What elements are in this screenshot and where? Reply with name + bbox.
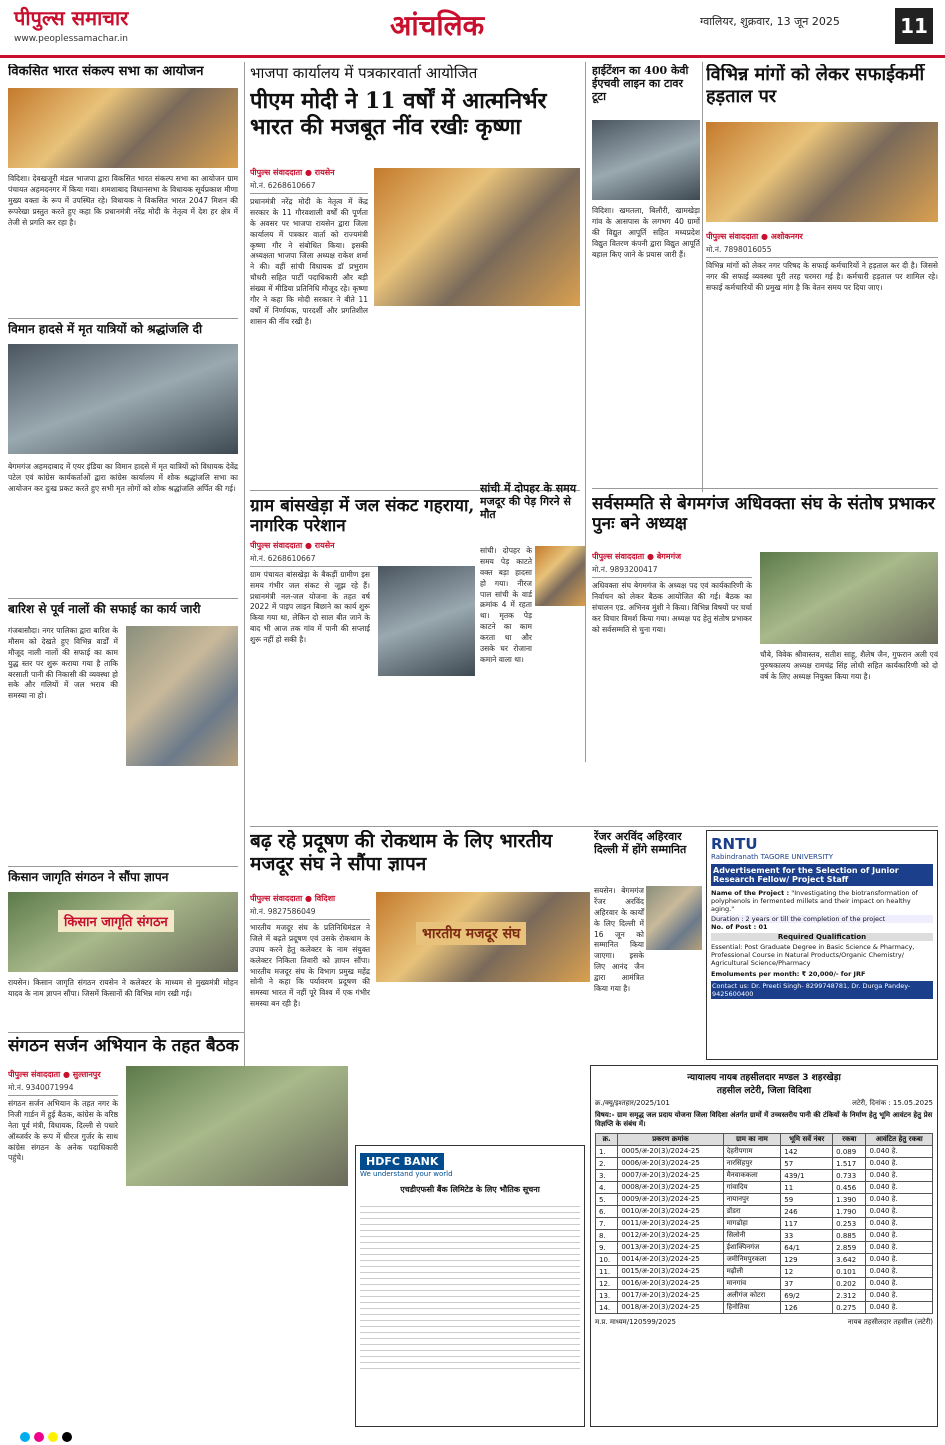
table-cell: 37 [781, 1278, 833, 1290]
story-body: भारतीय मजदूर संघ के प्रतिनिधिमंडल ने जिले में बढ़ते प्रदूषण एवं उसके रोकथाम के उपाय करने हेतु कलेक्टर के नाम संयुक्त कलेक्टर निकिता तिवारी को ज्ञापन सौंपा। भारतीय मजदूर संघ के विभाग प्रमुख महेंद्र सोनी ने कहा कि पर्यावरण प्रदूषण की समस्या भारत में नहीं पूरे विश्व में एक गंभीर समस्या बन रही है। [250, 923, 370, 1009]
story-baanskheda [250, 496, 475, 826]
notice-title: न्यायालय नायब तहसीलदार मण्डल 3 शहरखेड़ा [687, 1073, 841, 1083]
mobile-number: मो.नं. 9893200417 [592, 565, 752, 578]
divider [8, 598, 238, 599]
notice-date: लटेरी, दिनांक : 15.05.2025 [852, 1099, 933, 1107]
story-body: सयसेन। बेगमगंज रेंजर अरविंद अहिरवार के कार्यों के लिए दिल्ली में 16 जून को सम्मानित किया जाएगा। इसके लिए आनंद जैन द्वारा आमंत्रित किया गया है। [594, 886, 644, 993]
rntu-logo: RNTU [711, 835, 758, 853]
table-header-cell: क्र. [596, 1134, 618, 1146]
table-cell: 0.040 हे. [866, 1194, 933, 1206]
mobile-number: मो.नं. 9340071994 [8, 1083, 118, 1096]
table-cell: 0015/अ-20(3)/2024-25 [618, 1266, 723, 1278]
portrait-photo [646, 886, 702, 950]
news-photo [374, 168, 580, 306]
byline: पीपुल्स संवाददाता ● सुल्तानपुर [8, 1070, 101, 1079]
allotment-table [595, 1133, 933, 1314]
column-divider [244, 62, 245, 1142]
table-cell: 2.312 [833, 1290, 866, 1302]
table-cell: 64/1 [781, 1242, 833, 1254]
story-body: विदिशा। खमतला, बिलौरी, खामखेड़ा गांव के आसपास के लगभग 40 ग्रामों की विद्युत आपूर्ति सहित मध्यप्रदेश विद्युत वितरण कंपनी द्वारा विद्युत आपूर्ति बहाल किए जाने के प्रयास जारी हैं। [592, 206, 700, 259]
story-sankalp [8, 64, 238, 314]
story-body: रायसेन। किसान जागृति संगठन रायसेन ने कलेक्टर के माध्यम से मुख्यमंत्री मोहन यादव के नाम ज्ञापन सौंपा। जिसमें किसानों की विभिन्न मांग रखी गई। [8, 978, 238, 998]
table-header-cell: भूमि सर्वे नंबर [781, 1134, 833, 1146]
table-cell: मानगांव [723, 1278, 781, 1290]
table-cell: ईशाक्पिनगंज [723, 1242, 781, 1254]
table-cell: 0014/अ-20(3)/2024-25 [618, 1254, 723, 1266]
table-row [596, 1146, 933, 1158]
news-photo [8, 892, 238, 972]
project-name: "Investigating the biotransformation of polyphenols in fermented millets and their impact on healthy aging." [711, 889, 918, 913]
table-cell: 0.885 [833, 1230, 866, 1242]
table-cell: 0009/अ-20(3)/2024-25 [618, 1194, 723, 1206]
table-cell: 4. [596, 1182, 618, 1194]
table-row [596, 1242, 933, 1254]
news-photo [378, 566, 475, 676]
registration-mark [62, 1432, 72, 1442]
story-vimaan [8, 322, 238, 594]
news-photo [706, 122, 938, 222]
table-cell: 57 [781, 1158, 833, 1170]
news-photo [760, 552, 938, 644]
footer-signatory: नायब तहसीलदार तहसील (लटेरी) [847, 1318, 933, 1326]
table-cell: 13. [596, 1290, 618, 1302]
registration-mark [34, 1432, 44, 1442]
hdfc-advertisement [355, 1145, 585, 1427]
divider [8, 866, 238, 867]
news-photo [376, 892, 590, 982]
table-cell: 0.040 हे. [866, 1170, 933, 1182]
table-cell: 5. [596, 1194, 618, 1206]
table-cell: अलीगंज कोटरा [723, 1290, 781, 1302]
divider [8, 1032, 244, 1033]
headline: हाईटेंशन का 400 केवी ईएचवी लाइन का टावर टूटा [592, 64, 689, 104]
table-cell: 2.859 [833, 1242, 866, 1254]
table-row [596, 1302, 933, 1314]
story-body: बेगमगंज अहमदाबाद में एयर इंडिया का विमान हादसे में मृत यात्रियों को विधायक देवेंद्र पटेल एवं कांग्रेस कार्यकर्ताओं द्वारा कांग्रेस कार्यालय में शोक श्रद्धांजलि सभा का आयोजन कर दुःख प्रकट करते हुए सभी मृत लोगों को शोक श्रद्धांजलि अर्पित की गई। [8, 462, 238, 493]
table-cell: 0013/अ-20(3)/2024-25 [618, 1242, 723, 1254]
table-cell: 0006/अ-20(3)/2024-25 [618, 1158, 723, 1170]
table-header-row [596, 1134, 933, 1146]
table-row [596, 1170, 933, 1182]
kicker: भाजपा कार्यालय में पत्रकारवार्ता आयोजित [250, 64, 478, 82]
table-cell: 11 [781, 1182, 833, 1194]
headline: संगठन सर्जन अभियान के तहत बैठक [8, 1036, 239, 1056]
news-photo [126, 1066, 348, 1186]
table-cell: 0010/अ-20(3)/2024-25 [618, 1206, 723, 1218]
story-adhivakta [592, 494, 938, 764]
table-cell: 0016/अ-20(3)/2024-25 [618, 1278, 723, 1290]
story-body-continued: चौबे, विवेक श्रीवास्तव, सतीश साहू, शैलेष जैन, गुफरान अली एवं पुरुषकालय अध्यक्ष रामचंद्र सिंह लोधी सहित कार्यकारिणी को दो वर्ष के लिए अध्यक्ष नियुक्त किया गया है। [760, 650, 938, 681]
table-header-cell: प्रकरण क्रमांक [618, 1134, 723, 1146]
news-photo [8, 344, 238, 454]
byline: पीपुल्स संवाददाता ● विदिशा [250, 894, 336, 903]
table-cell: 0.040 हे. [866, 1182, 933, 1194]
headline: किसान जागृति संगठन ने सौंपा ज्ञापन [8, 870, 169, 884]
table-cell: 0.040 हे. [866, 1146, 933, 1158]
website-url[interactable]: www.peoplessamachar.in [14, 34, 128, 44]
table-cell: 12 [781, 1266, 833, 1278]
table-cell: 0011/अ-20(3)/2024-25 [618, 1218, 723, 1230]
university-name: Rabindranath TAGORE UNIVERSITY [711, 853, 833, 861]
table-cell: 0.040 हे. [866, 1278, 933, 1290]
table-cell: जमीनिमपुरकला [723, 1254, 781, 1266]
table-cell: 9. [596, 1242, 618, 1254]
table-cell: मैनवाककला [723, 1170, 781, 1182]
ad-title: Advertisement for the Selection of Junior Research Fellow/ Project Staff [711, 864, 933, 886]
table-cell: 3.642 [833, 1254, 866, 1266]
divider [250, 826, 938, 827]
table-cell: 1.790 [833, 1206, 866, 1218]
table-cell: 0007/अ-20(3)/2024-25 [618, 1170, 723, 1182]
story-safai [706, 64, 938, 484]
story-body: गंजबासौदा। नगर पालिका द्वारा बारिश के मौसम को देखते हुए विभिन्न वार्डों में मौजूद नाली नालों की सफाई का काम युद्ध स्तर पर शुरू कराया गया है ताकि बरसाती पानी की निकासी की व्यवस्था हो सके और गलियों में जल भराव की समस्या ना हो। [8, 626, 118, 701]
table-cell: 14. [596, 1302, 618, 1314]
registration-mark [48, 1432, 58, 1442]
section-title: आंचलिक [390, 9, 485, 42]
headline: विभिन्न मांगों को लेकर सफाईकर्मी हड़ताल पर [706, 64, 925, 107]
table-row [596, 1206, 933, 1218]
table-cell: 0.040 हे. [866, 1302, 933, 1314]
story-body: सांची। दोपहर के समय पेड़ काटते वक्त बड़ा हादसा हो गया। नीरज पाल सांची के वार्ड क्रमांक 4 में रहता था। मृतक पेड़ काटने का काम करता था और उसके घर रोजाना कमाने वाला था। [480, 546, 532, 664]
table-cell: 0.733 [833, 1170, 866, 1182]
mobile-number: मो.नं. 7898016055 [706, 245, 938, 258]
mobile-number: मो.नं. 6268610667 [250, 554, 475, 567]
headline: सर्वसम्मति से बेगमगंज अधिवक्ता संघ के संतोष प्रभाकर पुनः बने अध्यक्ष [592, 494, 935, 535]
byline: पीपुल्स संवाददाता ● रायसेन [250, 168, 335, 177]
notice-subtitle: तहसील लटेरी, जिला विदिशा [716, 1086, 812, 1096]
headline: पीएम मोदी ने 11 वर्षों में आत्मनिर्भर भारत की मजबूत नींव रखीः कृष्णा [250, 88, 547, 141]
project-label: Name of the Project : [711, 889, 790, 897]
story-baarish [8, 602, 238, 862]
table-cell: 0.040 हे. [866, 1266, 933, 1278]
banner-text: भारतीय मजदूर संघ [416, 922, 526, 945]
table-row [596, 1182, 933, 1194]
notice-title: एचडीएफसी बैंक लिमिटेड के लिए भौतिक सूचना [400, 1185, 540, 1194]
table-cell: 0.202 [833, 1278, 866, 1290]
table-cell: सिलोनी [723, 1230, 781, 1242]
table-cell: 3. [596, 1170, 618, 1182]
story-body: विभिन्न मांगों को लेकर नगर परिषद के सफाई कर्मचारियों ने हड़ताल कर दी है। जिससे नगर की सफाई व्यवस्था पूरी तरह चरमरा गई है। कर्मचारी हड़ताल पर शामिल रहे। सफाई कर्मचारियों की प्रमुख मांग है कि वेतन समय पर दिया जाए। [706, 261, 938, 292]
table-cell: डोंडरा [723, 1206, 781, 1218]
story-body: प्रधानमंत्री नरेंद्र मोदी के नेतृत्व में केंद्र सरकार के 11 गौरवशाली वर्षों की पूर्णता के अवसर पर भाजपा रायसेन द्वारा जिला कार्यालय में पत्रकार वार्ता को राज्यमंत्री कृष्णा गौर ने संबोधित किया। इसकी अध्यक्षता भाजपा जिला अध्यक्ष राकेश शर्मा ने की। वहीं सांची विधायक डॉ प्रभुराम चौधरी सहित पार्टी पदाधिकारी और बड़ी संख्या में मीडिया प्रतिनिधि मौजूद रहे। कृष्णा गौर ने कहा कि मोदी सरकार ने बीते 11 वर्षों में निर्णायक, पारदर्शी और प्रगतिशील शासन की नींव रखी है। [250, 197, 368, 326]
news-photo [592, 120, 700, 200]
column-divider [702, 62, 703, 492]
table-cell: मागढोहा [723, 1218, 781, 1230]
table-cell: 0.040 हे. [866, 1206, 933, 1218]
table-cell: 0.253 [833, 1218, 866, 1230]
table-cell: हिनोतिया [723, 1302, 781, 1314]
table-cell: 0018/अ-20(3)/2024-25 [618, 1302, 723, 1314]
table-cell: 0005/अ-20(3)/2024-25 [618, 1146, 723, 1158]
story-body: ग्राम पंचायत बांसखेड़ा के बैकड़ीं ग्रामीण इस समय गंभीर जल संकट से जूझ रहे हैं। प्रधानमंत्री नल-जल योजना के तहत वर्ष 2022 में पाइप लाइन बिछाने का कार्य शुरू किया गया था, लेकिन दो साल बीत जाने के बाद भी आज तक गांव में पानी की सप्लाई शुरू नहीं हो सकी है। [250, 569, 370, 645]
fine-print [360, 1201, 580, 1371]
story-body: संगठन सर्जन अभियान के तहत नगर के निजी गार्डन में हुई बैठक, कांग्रेस के वरिष्ठ नेता पूर्व मंत्री, विधायक, दिल्ली से पधारे ऑब्जर्वर के रूप में धीरज गुर्जर के साथ कांग्रेस संगठन के अनेक पदाधिकारी पहुंचे। [8, 1099, 118, 1163]
table-cell: 69/2 [781, 1290, 833, 1302]
banner-text: किसान जागृति संगठन [58, 910, 174, 932]
essential-qualification: Essential: Post Graduate Degree in Basic Science & Pharmacy, Professional Course in Natural Products/Organic Chemistry/ Agricultural Science/Pharmacy [711, 943, 915, 967]
page-number: 11 [895, 8, 933, 44]
table-row [596, 1278, 933, 1290]
story-sangathan [8, 1036, 348, 1431]
rntu-advertisement [706, 830, 938, 1060]
notice-subject: विषय:- ग्राम समृद्ध जल प्रदाय योजना जिला विदिशा अंतर्गत ग्रामों में उच्चस्तरीय पानी की टंकियों के निर्माण हेतु भूमि आवंटन हेतु प्रेस विज्ञप्ति के संबंध में। [595, 1111, 933, 1128]
table-cell: 59 [781, 1194, 833, 1206]
story-hightension [592, 64, 700, 484]
table-cell: 6. [596, 1206, 618, 1218]
table-cell: 0012/अ-20(3)/2024-25 [618, 1230, 723, 1242]
divider [8, 318, 238, 319]
table-cell: 0.040 हे. [866, 1290, 933, 1302]
table-row [596, 1218, 933, 1230]
table-cell: 0.040 हे. [866, 1218, 933, 1230]
table-cell: 1.517 [833, 1158, 866, 1170]
table-cell: 0.089 [833, 1146, 866, 1158]
table-cell: 246 [781, 1206, 833, 1218]
table-cell: 0.040 हे. [866, 1254, 933, 1266]
footer-ref: म.प्र. माध्यम/120599/2025 [595, 1318, 676, 1326]
table-cell: नारसिंहपुर [723, 1158, 781, 1170]
byline: पीपुल्स संवाददाता ● रायसेन [250, 540, 335, 550]
table-cell: 0017/अ-20(3)/2024-25 [618, 1290, 723, 1302]
table-header-cell: आवंटित हेतु रकबा [866, 1134, 933, 1146]
mobile-number: मो.नं. 9827586049 [250, 907, 370, 920]
dateline: ग्वालियर, शुक्रवार, 13 जून 2025 [700, 15, 840, 28]
headline: रेंजर अरविंद अहिरवार दिल्ली में होंगे सम्मानित [594, 830, 687, 857]
newspaper-logo: पीपुल्स समाचार [14, 6, 129, 30]
table-header-cell: ग्राम का नाम [723, 1134, 781, 1146]
headline: सांची में दोपहर के समय मजदूर की पेड़ गिरने से मौत [480, 482, 577, 522]
story-body: विदिशा। देवखजूरी मंडल भाजपा द्वारा विकसित भारत संकल्प सभा का आयोजन ग्राम पंचायत अहमदनगर में किया गया। शमशाबाद विधानसभा के विधायक सूर्यप्रकाश मीणा मुख्य वक्ता के रूप में उपस्थित रहे। विधायक ने विकसित भारत 2047 मिशन की रूपरेखा प्रस्तुत करते हुए कहा कि प्रधानमंत्री नरेंद्र मोदी के नेतृत्व में देश हर क्षेत्र में तेजी से प्रगति कर रहा है। [8, 174, 238, 227]
table-cell: 0.040 हे. [866, 1158, 933, 1170]
story-modi [250, 64, 580, 484]
qualification-heading: Required Qualification [711, 933, 933, 941]
divider [592, 488, 938, 489]
table-cell: 1. [596, 1146, 618, 1158]
table-cell: 0.040 हे. [866, 1230, 933, 1242]
byline: पीपुल्स संवाददाता ● बेगमगंज [592, 552, 682, 561]
table-cell: मढ़ौली [723, 1266, 781, 1278]
table-cell: 1.390 [833, 1194, 866, 1206]
table-row [596, 1194, 933, 1206]
table-row [596, 1230, 933, 1242]
story-kisan [8, 870, 238, 1030]
table-cell: 0.040 हे. [866, 1242, 933, 1254]
table-cell: 0.275 [833, 1302, 866, 1314]
table-row [596, 1158, 933, 1170]
table-cell: 7. [596, 1218, 618, 1230]
story-saanchi [480, 482, 585, 822]
column-divider [585, 62, 586, 762]
table-cell: 2. [596, 1158, 618, 1170]
emolument: Emoluments per month: ₹ 20,000/- for JRF [711, 970, 866, 978]
hdfc-tagline: We understand your world [360, 1170, 453, 1178]
table-cell: देहरीपगाम [723, 1146, 781, 1158]
headline: बढ़ रहे प्रदूषण की रोकथाम के लिए भारतीय मजदूर संघ ने सौंपा ज्ञापन [250, 830, 553, 875]
table-cell: 11. [596, 1266, 618, 1278]
table-cell: गांवादिय [723, 1182, 781, 1194]
table-header-cell: रकबा [833, 1134, 866, 1146]
headline: विकसित भारत संकल्प सभा का आयोजन [8, 64, 204, 79]
table-cell: 10. [596, 1254, 618, 1266]
table-cell: 126 [781, 1302, 833, 1314]
table-cell: 142 [781, 1146, 833, 1158]
table-row [596, 1254, 933, 1266]
table-cell: नायानपुर [723, 1194, 781, 1206]
table-cell: 439/1 [781, 1170, 833, 1182]
portrait-photo [535, 546, 585, 606]
table-cell: 8. [596, 1230, 618, 1242]
table-cell: 0.101 [833, 1266, 866, 1278]
table-cell: 12. [596, 1278, 618, 1290]
masthead [0, 0, 945, 58]
reference-number: क्र./क्यू/इश्तहार/2025/101 [595, 1099, 670, 1107]
headline: ग्राम बांसखेड़ा में जल संकट गहराया, नागरिक परेशान [250, 496, 475, 537]
table-cell: 129 [781, 1254, 833, 1266]
table-cell: 0.456 [833, 1182, 866, 1194]
table-row [596, 1266, 933, 1278]
duration: Duration : 2 years or till the completion of the project [711, 915, 933, 923]
registration-mark [20, 1432, 30, 1442]
story-body: अधिवक्ता संघ बेगमगंज के अध्यक्ष पद एवं कार्यकारिणी के निर्वाचन को लेकर बैठक आयोजित की गई। बैठक का संचालन एड. अभिनव मुंशी ने किया। विभिन्न विषयों पर चर्चा कर विचार विमर्श किया गया। अध्यक्ष पद हेतु संतोष प्रभाकर को सर्वसम्मति से चुना गया। [592, 581, 752, 634]
posts: No. of Post : 01 [711, 923, 768, 931]
tahsil-notice [590, 1065, 938, 1427]
news-photo [126, 626, 238, 766]
byline: पीपुल्स संवाददाता ● अशोकनगर [706, 232, 803, 241]
hdfc-logo: HDFC BANK [360, 1153, 444, 1170]
headline: बारिश से पूर्व नालों की सफाई का कार्य जारी [8, 602, 201, 616]
mobile-number: मो.नं. 6268610667 [250, 181, 368, 194]
headline: विमान हादसे में मृत यात्रियों को श्रद्धांजलि दी [8, 322, 203, 336]
table-cell: 0008/अ-20(3)/2024-25 [618, 1182, 723, 1194]
table-row [596, 1290, 933, 1302]
table-cell: 117 [781, 1218, 833, 1230]
news-photo [8, 88, 238, 168]
table-cell: 33 [781, 1230, 833, 1242]
contact: Contact us: Dr. Preeti Singh- 8299748781, Dr. Durga Pandey- 9425600400 [711, 981, 933, 999]
